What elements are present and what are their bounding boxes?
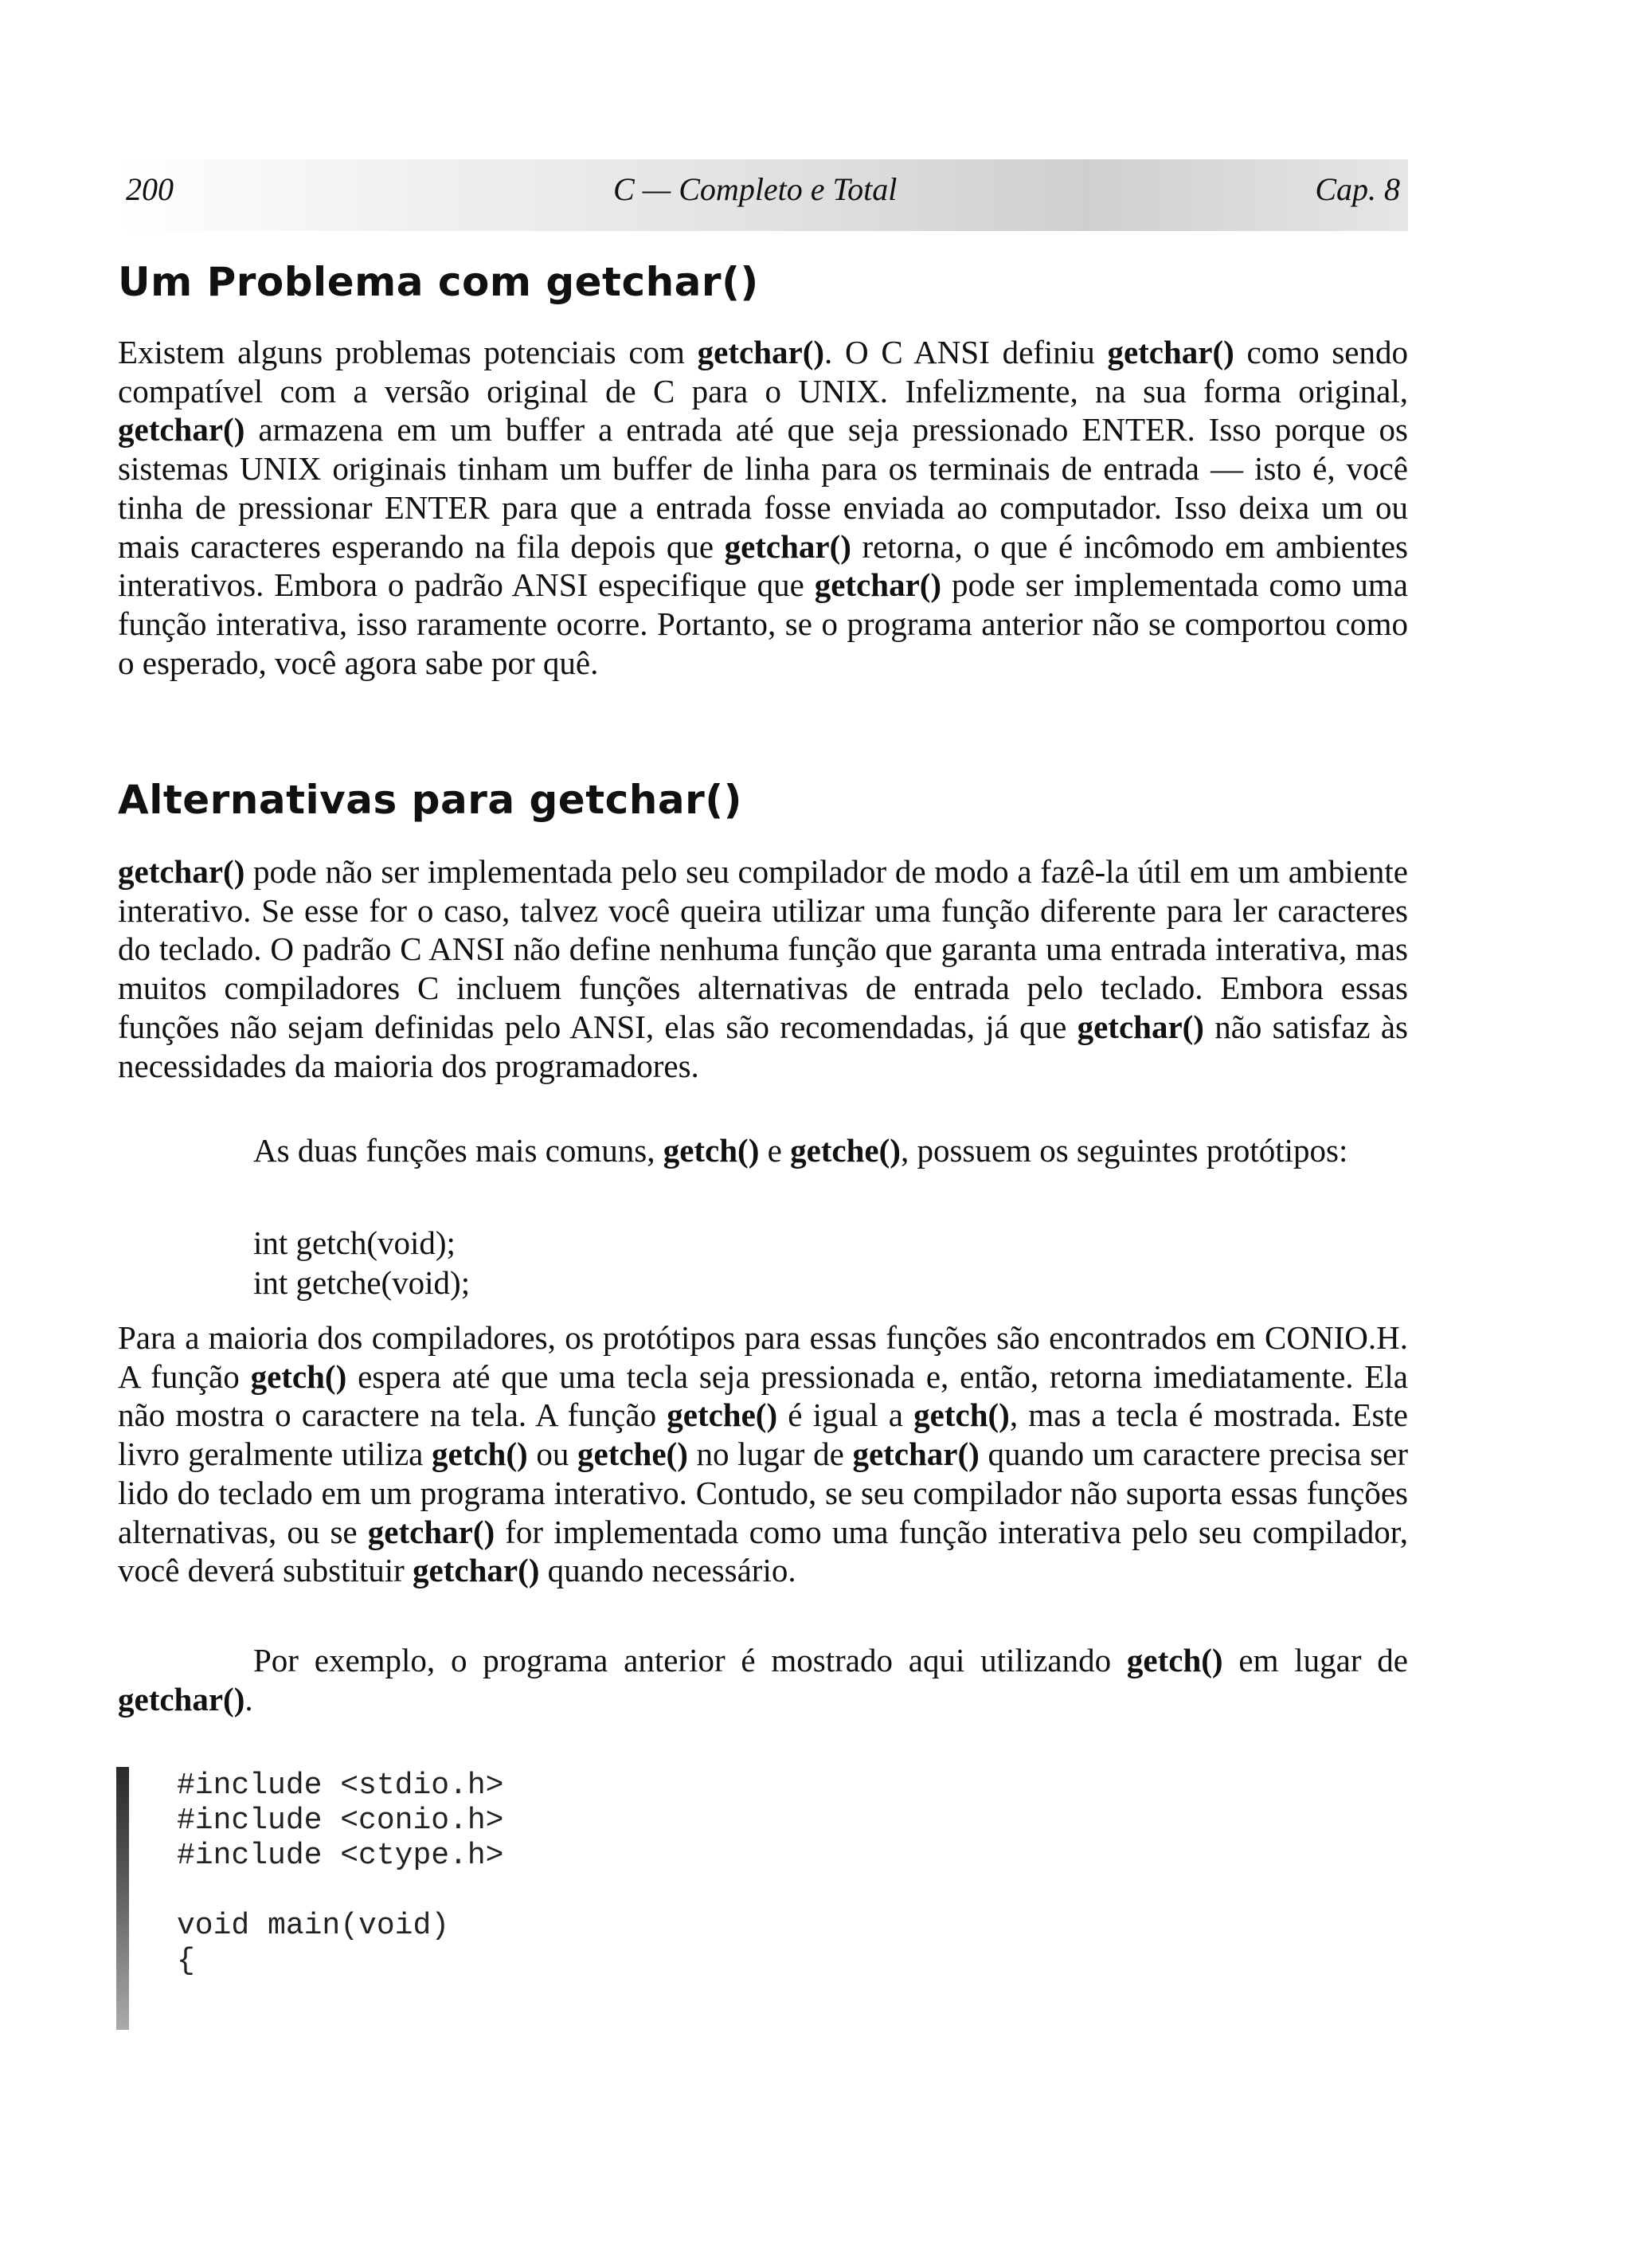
prototype-block [253, 1223, 470, 1302]
running-head [118, 159, 1408, 231]
function-name: getch() [663, 1132, 760, 1169]
paragraph-alternatives-intro: getchar() pode não ser implementada pelo seu compilador de modo a fazê-la útil em um ambiente interativo. Se esse for o caso, talvez você queira utilizar uma função diferente para ler caracteres do teclado. O padrão C ANSI não define nenhuma função que garanta uma entrada interativa, mas muitos compiladores C incluem funções alternativas de entrada pelo teclado. Embora essas funções não sejam definidas pelo ANSI, elas são recomendadas, já que getchar() não satisfaz às necessidades da maioria dos programadores. [118, 853, 1409, 1084]
function-name: getche() [790, 1132, 901, 1169]
book-title: C — Completo e Total [613, 171, 898, 207]
code-line: #include <conio.h> [177, 1804, 504, 1838]
function-name: getch() [913, 1396, 1010, 1434]
paragraph-problem: Existem alguns problemas potenciais com getchar(). O C ANSI definiu getchar() como sendo compatível com a versão original de C para o UNIX. Infelizmente, na sua forma original, getchar() armazena em um buffer a entrada até que seja pressionado ENTER. Isso porque os sistemas UNIX originais tinham um buffer de linha para os terminais de entrada — isto é, você tinha de pressionar ENTER para que a entrada fosse enviada ao computador. Isso deixa um ou mais caracteres esperando na fila depois que getchar() retorna, o que é incômodo em ambientes interativos. Embora o padrão ANSI especifique que getchar() pode ser implementada como uma função interativa, isso raramente ocorre. Portanto, se o programa anterior não se comportou como o esperado, você agora sabe por quê. [118, 334, 1408, 681]
function-name: getchar() [852, 1436, 980, 1473]
function-name: getchar() [724, 527, 851, 565]
function-name: getch() [1126, 1642, 1223, 1678]
code-line: #include <stdio.h> [177, 1769, 504, 1803]
prototype-line: int getche(void); [253, 1264, 471, 1301]
code-line: { [177, 1944, 195, 1978]
function-name: getchar() [367, 1513, 495, 1550]
section-heading-problem: Um Problema com getchar() [118, 259, 759, 305]
function-name: getch() [250, 1357, 347, 1395]
code-listing [177, 1769, 503, 1979]
code-line: #include <ctype.h> [177, 1839, 504, 1873]
prototype-line: int getch(void); [253, 1224, 456, 1261]
paragraph-conio: Para a maioria dos compiladores, os protótipos para essas funções são encontrados em CONIO.H. A função getch() espera até que uma tecla seja pressionada e, então, retorna imediatamente. Ela não mostra o caractere na tela. A função getche() é igual a getch(), mas a tecla é mostrada. Este livro geralmente utiliza getch() ou getche() no lugar de getchar() quando um caractere precisa ser lido do teclado em um programa interativo. Contudo, se seu compilador não suporta essas funções alternativas, ou se getchar() for implementada como uma função interativa pelo seu compilador, você deverá substituir getchar() quando necessário. [118, 1319, 1408, 1589]
function-name: getche() [667, 1396, 778, 1434]
function-name: getche() [577, 1436, 688, 1473]
function-name: getchar() [814, 566, 942, 604]
function-name: getchar() [1107, 334, 1234, 370]
paragraph-common-functions: As duas funções mais comuns, getch() e getche(), possuem os seguintes protótipos: [253, 1132, 1348, 1169]
function-name: getchar() [118, 853, 245, 890]
function-name: getchar() [697, 334, 825, 370]
chapter-label: Cap. 8 [1315, 171, 1400, 207]
code-line [177, 1874, 503, 1909]
function-name: getch() [432, 1436, 528, 1473]
function-name: getchar() [413, 1552, 540, 1589]
page-number: 200 [126, 171, 174, 207]
code-line: void main(void) [177, 1909, 450, 1943]
code-margin-bar [116, 1767, 129, 2030]
paragraph-example: Por exemplo, o programa anterior é mostrado aqui utilizando getch() em lugar de getchar(). [118, 1642, 1408, 1718]
function-name: getchar() [118, 411, 245, 449]
function-name: getchar() [1077, 1008, 1204, 1045]
section-heading-alternatives: Alternativas para getchar() [118, 777, 742, 823]
function-name: getchar() [118, 1680, 245, 1718]
